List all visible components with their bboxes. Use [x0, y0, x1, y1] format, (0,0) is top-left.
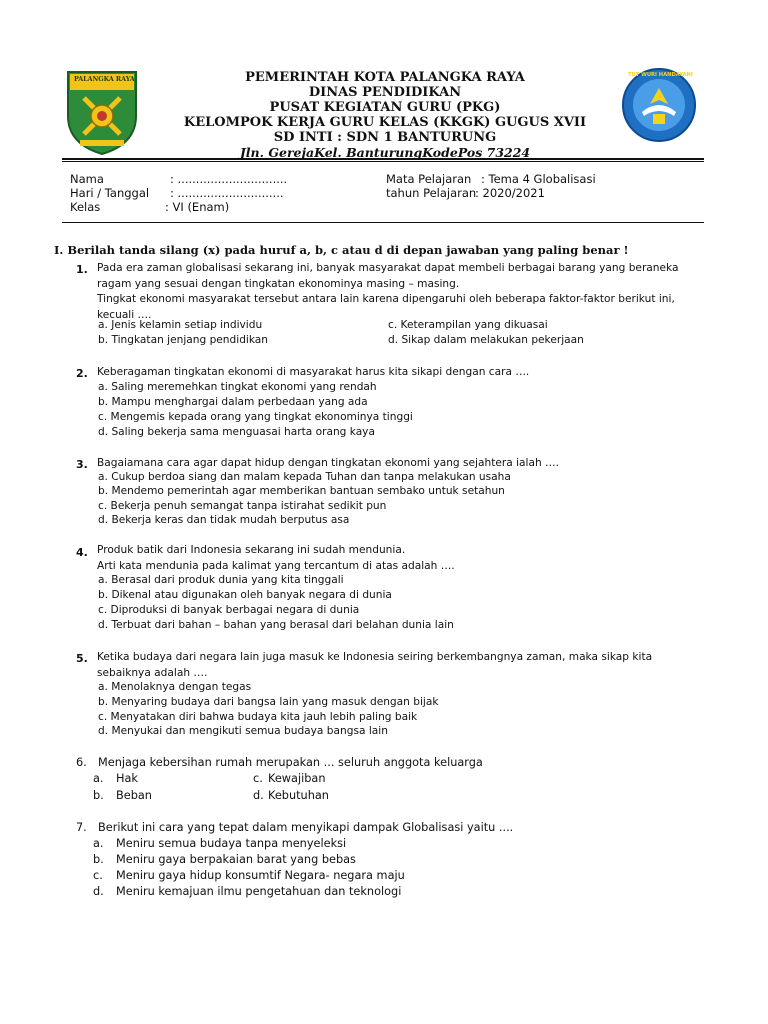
q6-option-a-letter: a.: [93, 772, 104, 785]
q2-option-a[interactable]: a. Saling meremehkan tingkat ekonomi yang rendah: [98, 381, 377, 393]
q3-option-a[interactable]: a. Cukup berdoa siang dan malam kepada Tuhan dan tanpa melakukan usaha: [98, 471, 511, 483]
q4-option-c[interactable]: c. Diproduksi di banyak berbagai negara di dunia: [98, 604, 360, 616]
q6-option-c[interactable]: Kewajiban: [268, 772, 326, 785]
header-line-5: SD INTI : SDN 1 BANTURUNG: [273, 130, 497, 145]
question-7-number: 7.: [76, 821, 87, 834]
q1-option-a[interactable]: a. Jenis kelamin setiap individu: [98, 319, 263, 331]
header-address: Jln. GerejaKel. BanturungKodePos 73224: [239, 145, 531, 160]
question-4-number: 4.: [76, 546, 88, 559]
q6-option-a[interactable]: Hak: [116, 772, 138, 785]
question-5-text: [97, 650, 652, 681]
q1-option-b[interactable]: b. Tingkatan jenjang pendidikan: [98, 334, 269, 346]
q6-option-d[interactable]: Kebutuhan: [268, 789, 329, 802]
nama-label: Nama: [70, 172, 104, 186]
question-1-line-4: kecuali ….: [97, 308, 152, 321]
q1-option-d[interactable]: d. Sikap dalam melakukan pekerjaan: [388, 334, 584, 346]
header-line-2: DINAS PENDIDIKAN: [308, 85, 462, 100]
hari-tanggal-label: Hari / Tanggal: [70, 186, 150, 200]
question-3-number: 3.: [76, 458, 88, 471]
question-6-text: Menjaga kebersihan rumah merupakan ... seluruh anggota keluarga: [98, 756, 483, 769]
question-1-line-2: ragam yang sesuai dengan tingkatan ekonominya masing – masing.: [97, 277, 460, 290]
letterhead: [140, 70, 630, 160]
right-logo-text: TUT WURI HANDAYANI: [628, 72, 693, 78]
question-4-line-2: Arti kata mendunia pada kalimat yang tercantum di atas adalah ….: [97, 559, 455, 572]
q7-option-a-letter: a.: [93, 837, 104, 850]
q7-option-d-letter: d.: [93, 885, 104, 898]
tahun-pelajaran-label: tahun Pelajaran: [386, 186, 477, 200]
left-logo-text: PALANGKA RAYA: [74, 76, 135, 83]
nama-field[interactable]: : ..............................: [170, 172, 288, 186]
mata-pelajaran-value: : Tema 4 Globalisasi: [481, 172, 596, 186]
q4-option-d[interactable]: d. Terbuat dari bahan – bahan yang berasal dari belahan dunia lain: [98, 619, 454, 631]
header-divider-thick: [62, 158, 704, 160]
question-4-text: [97, 543, 455, 574]
q6-option-b-letter: b.: [93, 789, 104, 802]
tahun-pelajaran-value: : 2020/2021: [475, 186, 545, 200]
section-instruction: I. Berilah tanda silang (x) pada huruf a, b, c atau d di depan jawaban yang paling benar !: [54, 243, 629, 257]
q7-option-a[interactable]: Meniru semua budaya tanpa menyeleksi: [116, 837, 347, 850]
mata-pelajaran-label: Mata Pelajaran: [386, 172, 472, 186]
question-3-text: Bagaiamana cara agar dapat hidup dengan tingkatan ekonomi yang sejahtera ialah ….: [97, 457, 559, 469]
question-1-line-1: Pada era zaman globalisasi sekarang ini, banyak masyarakat dapat membeli berbagai barang yang beraneka: [97, 262, 679, 274]
header-divider-thin: [62, 161, 704, 162]
q4-option-b[interactable]: b. Dikenal atau digunakan oleh banyak negara di dunia: [98, 589, 392, 601]
kelas-label: Kelas: [70, 200, 101, 214]
kelas-value: : VI (Enam): [165, 200, 230, 214]
question-5-number: 5.: [76, 652, 88, 665]
question-4-line-1: Produk batik dari Indonesia sekarang ini sudah mendunia.: [97, 544, 406, 556]
q2-option-c[interactable]: c. Mengemis kepada orang yang tingkat ekonominya tinggi: [98, 411, 413, 423]
hari-tanggal-field[interactable]: : .............................: [170, 186, 284, 200]
q6-option-c-letter: c.: [253, 772, 263, 785]
q2-option-d[interactable]: d. Saling bekerja sama menguasai harta orang kaya: [98, 426, 375, 438]
question-7-text: Berikut ini cara yang tepat dalam menyikapi dampak Globalisasi yaitu ....: [98, 821, 514, 834]
question-2-text: Keberagaman tingkatan ekonomi di masyarakat harus kita sikapi dengan cara ….: [97, 366, 530, 378]
palangka-raya-logo: [64, 68, 140, 156]
q7-option-d[interactable]: Meniru kemajuan ilmu pengetahuan dan teknologi: [116, 885, 402, 898]
question-1-text: [97, 261, 678, 323]
question-5-line-2: sebaiknya adalah ….: [97, 666, 208, 679]
q3-option-d[interactable]: d. Bekerja keras dan tidak mudah berputus asa: [98, 514, 350, 526]
q5-option-a[interactable]: a. Menolaknya dengan tegas: [98, 681, 252, 693]
header-line-1: PEMERINTAH KOTA PALANGKA RAYA: [245, 70, 525, 85]
q5-option-b[interactable]: b. Menyaring budaya dari bangsa lain yang masuk dengan bijak: [98, 696, 439, 708]
q5-option-c[interactable]: c. Menyatakan diri bahwa budaya kita jauh lebih paling baik: [98, 711, 418, 723]
q3-option-b[interactable]: b. Mendemo pemerintah agar memberikan bantuan sembako untuk setahun: [98, 485, 505, 497]
q7-option-c[interactable]: Meniru gaya hidup konsumtif Negara- negara maju: [116, 869, 405, 882]
q7-option-c-letter: c.: [93, 869, 103, 882]
q2-option-b[interactable]: b. Mampu menghargai dalam perbedaan yang ada: [98, 396, 368, 408]
header-line-4: KELOMPOK KERJA GURU KELAS (KKGK) GUGUS XVII: [183, 115, 587, 130]
question-1-line-3: Tingkat ekonomi masyarakat tersebut antara lain karena dipengaruhi oleh beberapa faktor-faktor berikut ini,: [97, 293, 675, 305]
question-2-number: 2.: [76, 367, 88, 380]
q1-option-c[interactable]: c. Keterampilan yang dikuasai: [388, 319, 548, 331]
question-1-number: 1.: [76, 263, 88, 276]
question-6-number: 6.: [76, 756, 87, 769]
q7-option-b[interactable]: Meniru gaya berpakaian barat yang bebas: [116, 853, 356, 866]
identity-divider: [62, 222, 704, 223]
question-5-line-1: Ketika budaya dari negara lain juga masuk ke Indonesia seiring berkembangnya zaman, maka sikap kita: [97, 651, 653, 663]
tut-wuri-handayani-logo: [620, 66, 698, 144]
q6-option-d-letter: d.: [253, 789, 264, 802]
q3-option-c[interactable]: c. Bekerja penuh semangat tanpa istirahat sedikit pun: [98, 500, 387, 512]
q6-option-b[interactable]: Beban: [116, 789, 152, 802]
header-line-3: PUSAT KEGIATAN GURU (PKG): [269, 100, 501, 115]
q4-option-a[interactable]: a. Berasal dari produk dunia yang kita tinggali: [98, 574, 344, 586]
q7-option-b-letter: b.: [93, 853, 104, 866]
q5-option-d[interactable]: d. Menyukai dan mengikuti semua budaya bangsa lain: [98, 725, 388, 737]
